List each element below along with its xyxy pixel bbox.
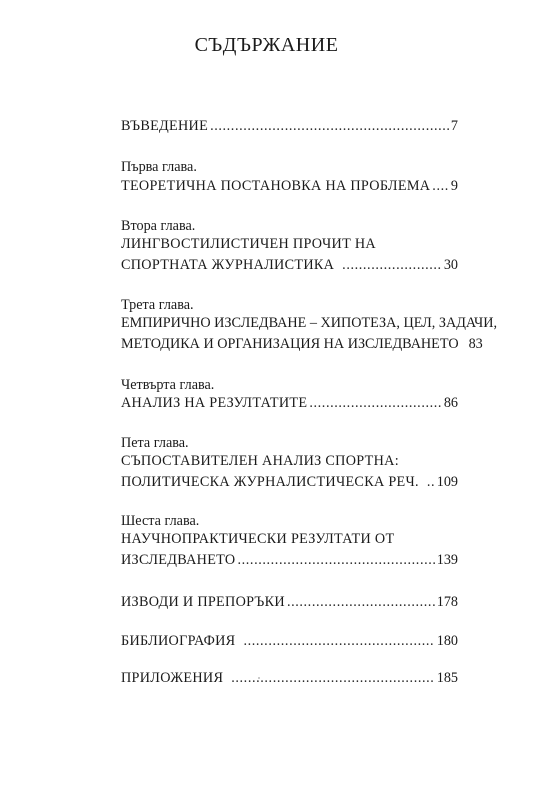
toc-entry-chapter-5[interactable] xyxy=(121,472,458,492)
leader-dots xyxy=(210,116,449,136)
page-title: СЪДЪРЖАНИЕ xyxy=(194,34,339,56)
toc-entry-title: ИЗВОДИ И ПРЕПОРЪКИ xyxy=(121,594,285,610)
toc-page-number: 7 xyxy=(450,118,458,134)
toc-entry-title: ПОЛИТИЧЕСКА ЖУРНАЛИСТИЧЕСКА РЕЧ. xyxy=(121,474,419,490)
toc-entry-chapter-3[interactable] xyxy=(121,334,483,354)
toc-entry-title: ВЪВЕДЕНИЕ xyxy=(121,118,209,134)
toc-page-number: 178 xyxy=(436,594,458,610)
leader-dots xyxy=(342,255,442,275)
toc-entry-chapter-6[interactable] xyxy=(121,550,458,570)
toc-entry-title: ИЗСЛЕДВАНЕТО xyxy=(121,552,236,568)
toc-entry-title: СПОРТНАТА ЖУРНАЛИСТИКА xyxy=(121,257,335,273)
chapter-1-label: Първа глава. xyxy=(121,159,197,175)
chapter-2-label: Втора глава. xyxy=(121,218,196,234)
chapter-5-label: Пета глава. xyxy=(121,435,189,451)
toc-page-number: 180 xyxy=(436,633,458,649)
toc-entry-bibliography[interactable] xyxy=(121,631,458,651)
toc-entry-introduction[interactable] xyxy=(121,116,458,136)
toc-page-number: 30 xyxy=(443,257,458,273)
toc-entry-chapter-1[interactable] xyxy=(121,176,458,196)
toc-entry-chapter-6-line-1[interactable]: НАУЧНОПРАКТИЧЕСКИ РЕЗУЛТАТИ ОТ xyxy=(121,531,395,547)
toc-page-number: 83 xyxy=(468,336,483,352)
toc-entry-title: БИБЛИОГРАФИЯ xyxy=(121,633,236,649)
toc-entry-appendices[interactable] xyxy=(121,668,458,688)
toc-page-number: 86 xyxy=(443,395,458,411)
leader-dots xyxy=(243,631,434,651)
toc-entry-chapter-3-line-1[interactable]: ЕМПИРИЧНО ИЗСЛЕДВАНЕ – ХИПОТЕЗА, ЦЕЛ, ЗАДАЧИ, xyxy=(121,315,498,331)
leader-dots xyxy=(427,472,435,492)
chapter-6-label: Шеста глава. xyxy=(121,513,200,529)
toc-page-number: 185 xyxy=(436,670,458,686)
toc-entry-chapter-4[interactable] xyxy=(121,393,458,413)
toc-entry-conclusions[interactable] xyxy=(121,592,458,612)
scan-speck xyxy=(258,677,260,679)
leader-dots xyxy=(432,176,449,196)
toc-entry-chapter-2-line-1[interactable]: ЛИНГВОСТИЛИСТИЧЕН ПРОЧИТ НА xyxy=(121,236,376,252)
leader-dots xyxy=(237,550,434,570)
toc-page-number: 139 xyxy=(436,552,458,568)
leader-dots xyxy=(231,668,434,688)
toc-entry-title: ПРИЛОЖЕНИЯ xyxy=(121,670,224,686)
toc-entry-chapter-2[interactable] xyxy=(121,255,458,275)
toc-page-number: 109 xyxy=(436,474,458,490)
chapter-4-label: Четвърта глава. xyxy=(121,377,215,393)
leader-dots xyxy=(287,592,435,612)
toc-entry-title: МЕТОДИКА И ОРГАНИЗАЦИЯ НА ИЗСЛЕДВАНЕТО xyxy=(121,336,459,352)
toc-entry-title: АНАЛИЗ НА РЕЗУЛТАТИТЕ xyxy=(121,395,308,411)
chapter-3-label: Трета глава. xyxy=(121,297,194,313)
toc-entry-chapter-5-line-1[interactable]: СЪПОСТАВИТЕЛЕН АНАЛИЗ СПОРТНА: xyxy=(121,453,399,469)
leader-dots xyxy=(309,393,441,413)
toc-page-number: 9 xyxy=(450,178,458,194)
toc-entry-title: ТЕОРЕТИЧНА ПОСТАНОВКА НА ПРОБЛЕМА xyxy=(121,178,431,194)
